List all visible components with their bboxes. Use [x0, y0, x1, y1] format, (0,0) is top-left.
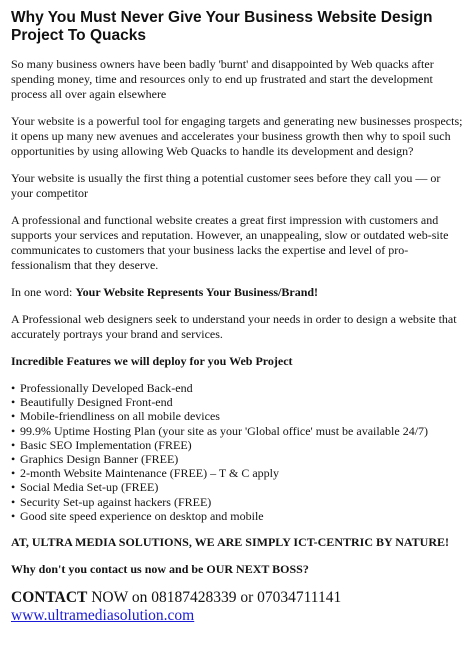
intro-paragraph: So many business owners have been badly 'burnt' and disappointed by Web quacks after spending money, time and resources only to end up frustrated and start the development process all over again elsewhere: [11, 57, 434, 101]
feature-item: [11, 452, 464, 466]
feature-item: [11, 495, 464, 509]
one-word-lead: In one word:: [11, 285, 76, 299]
designers-paragraph: A Professional web designers seek to understand your needs in order to design a website that accurately portrays your brand and services.: [11, 312, 457, 341]
call-to-action: Why don't you contact us now and be OUR NEXT BOSS?: [11, 562, 309, 577]
feature-text: Basic SEO Implementation (FREE): [20, 437, 192, 452]
feature-item: [11, 466, 464, 480]
feature-item: [11, 509, 464, 523]
feature-text: Beautifully Designed Front-end: [20, 395, 173, 410]
feature-text: 99.9% Uptime Hosting Plan (your site as your 'Global office' must be available 24/7): [20, 423, 429, 438]
contact-numbers: NOW on 08187428339 or 07034711141: [87, 589, 342, 607]
bullet-icon: •: [11, 381, 16, 395]
bullet-icon: •: [11, 466, 16, 481]
one-word-emphasis: Your Website Represents Your Business/Brand!: [75, 285, 319, 299]
feature-text: Security Set-up against hackers (FREE): [20, 494, 212, 509]
feature-text: Professionally Developed Back-end: [20, 381, 193, 395]
professional-website-paragraph: A professional and functional website creates a great first impression with customers and supports your services and reputation. However, an unappealing, slow or outdated web-site communicates to customers that your business lacks the expertise and level of pro-fessionalism that they deserve.: [11, 213, 449, 272]
feature-item: [11, 409, 464, 423]
bullet-icon: •: [11, 508, 16, 523]
feature-item: [11, 438, 464, 452]
one-word-paragraph: [11, 285, 464, 300]
feature-text: Social Media Set-up (FREE): [20, 480, 159, 495]
bullet-icon: •: [11, 437, 16, 452]
contact-line: [11, 589, 464, 607]
bullet-icon: •: [11, 409, 16, 424]
feature-item: [11, 424, 464, 438]
feature-text: Good site speed experience on desktop and mobile: [20, 508, 264, 523]
first-impression-paragraph: Your website is usually the first thing a potential customer sees before they call you — or your competitor: [11, 171, 441, 200]
tagline: AT, ULTRA MEDIA SOLUTIONS, WE ARE SIMPLY ICT-CENTRIC BY NATURE!: [11, 535, 449, 550]
feature-text: Mobile-friendliness on all mobile devices: [20, 409, 220, 424]
website-link[interactable]: www.ultramediasolution.com: [11, 607, 195, 625]
feature-text: 2-month Website Maintenance (FREE) – T & C apply: [20, 466, 279, 481]
bullet-icon: •: [11, 423, 16, 438]
features-heading: Incredible Features we will deploy for you Web Project: [11, 354, 293, 368]
feature-item: [11, 381, 464, 395]
contact-label: CONTACT: [11, 589, 88, 607]
feature-item: [11, 480, 464, 494]
bullet-icon: •: [11, 480, 16, 495]
page-title: Why You Must Never Give Your Business Website Design Project To Quacks: [11, 9, 433, 44]
bullet-icon: •: [11, 452, 16, 467]
feature-text: Graphics Design Banner (FREE): [20, 452, 179, 467]
bullet-icon: •: [11, 395, 16, 410]
website-tool-paragraph: Your website is a powerful tool for engaging targets and generating new businesses prospects; it opens up many new avenues and accelerates your business growth then why to spoil such opportunities by using allowing Web Quacks to handle its development and design?: [11, 114, 463, 158]
features-list: [11, 381, 464, 523]
bullet-icon: •: [11, 494, 16, 509]
feature-item: [11, 395, 464, 409]
